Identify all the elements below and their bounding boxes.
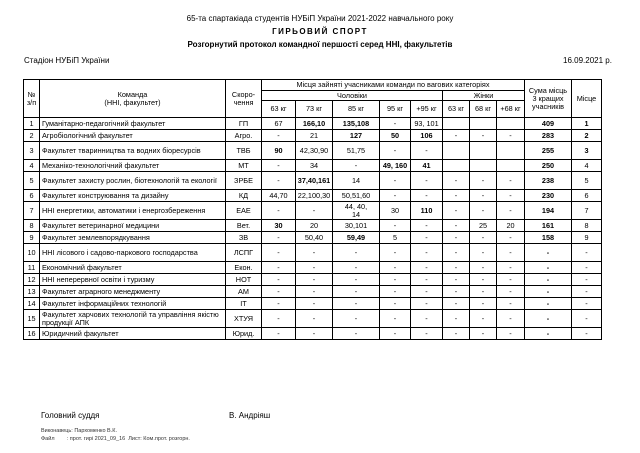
- final-place: -: [572, 286, 602, 298]
- team-name: Факультет ветеринарної медицини: [40, 220, 226, 232]
- women-68kg: -: [470, 232, 497, 244]
- men-85kg: 44, 40, 14: [333, 202, 380, 220]
- men-73kg: -: [296, 202, 333, 220]
- venue: Стадіон НУБіП України: [24, 56, 110, 65]
- final-place: 5: [572, 172, 602, 190]
- results-table: [23, 79, 602, 340]
- women-63kg: [443, 160, 470, 172]
- file-info: Файл : прот. гирі 2021_09_16 Лист: Ком.прот. розгорн.: [41, 436, 190, 442]
- women-68plus-kg: -: [497, 190, 525, 202]
- final-place: 8: [572, 220, 602, 232]
- men-95plus-kg: 106: [411, 130, 443, 142]
- women-68kg: -: [470, 328, 497, 340]
- women-header: Жінки: [443, 91, 525, 101]
- men-73kg: -: [296, 298, 333, 310]
- weight-category-header: 63 кг: [262, 101, 296, 118]
- men-85kg: 51,75: [333, 142, 380, 160]
- final-place: 3: [572, 142, 602, 160]
- table-row: [24, 328, 602, 340]
- women-68plus-kg: -: [497, 328, 525, 340]
- women-68kg: 25: [470, 220, 497, 232]
- sum-of-places: -: [525, 244, 572, 262]
- team-abbr: МТ: [226, 160, 262, 172]
- men-63kg: -: [262, 310, 296, 328]
- table-row: [24, 160, 602, 172]
- sport-title: ГИРЬОВИЙ СПОРТ: [272, 27, 368, 36]
- men-95kg: -: [380, 142, 411, 160]
- men-95plus-kg: -: [411, 286, 443, 298]
- row-number: 9: [24, 232, 40, 244]
- final-place: 6: [572, 190, 602, 202]
- women-68plus-kg: -: [497, 202, 525, 220]
- team-abbr: Агро.: [226, 130, 262, 142]
- women-68plus-kg: -: [497, 298, 525, 310]
- men-63kg: -: [262, 172, 296, 190]
- sum-of-places: -: [525, 328, 572, 340]
- women-63kg: -: [443, 262, 470, 274]
- table-row: [24, 130, 602, 142]
- row-number: 1: [24, 118, 40, 130]
- sum-of-places: 238: [525, 172, 572, 190]
- men-73kg: -: [296, 310, 333, 328]
- team-name: Агробіологічний факультет: [40, 130, 226, 142]
- team-abbr: НОТ: [226, 274, 262, 286]
- men-63kg: -: [262, 244, 296, 262]
- sum-of-places: 283: [525, 130, 572, 142]
- men-95kg: -: [380, 298, 411, 310]
- final-place: -: [572, 274, 602, 286]
- men-85kg: 50,51,60: [333, 190, 380, 202]
- protocol-title: Розгорнутий протокол командної першості серед ННІ, факультетів: [187, 40, 453, 49]
- women-68plus-kg: -: [497, 244, 525, 262]
- men-95plus-kg: -: [411, 190, 443, 202]
- men-73kg: 42,30,90: [296, 142, 333, 160]
- men-95kg: -: [380, 220, 411, 232]
- men-95kg: -: [380, 172, 411, 190]
- men-95kg: -: [380, 274, 411, 286]
- men-63kg: -: [262, 160, 296, 172]
- men-73kg: -: [296, 262, 333, 274]
- men-85kg: -: [333, 244, 380, 262]
- women-63kg: -: [443, 274, 470, 286]
- row-number: 5: [24, 172, 40, 190]
- women-68kg: -: [470, 130, 497, 142]
- women-68kg: -: [470, 262, 497, 274]
- weight-category-header: 68 кг: [470, 101, 497, 118]
- table-row: [24, 232, 602, 244]
- table-row: [24, 274, 602, 286]
- women-68kg: -: [470, 310, 497, 328]
- men-85kg: -: [333, 298, 380, 310]
- men-95plus-kg: 41: [411, 160, 443, 172]
- final-place: -: [572, 310, 602, 328]
- executor: Виконавець: Пархоменко В.К.: [41, 428, 117, 434]
- sum-of-places: -: [525, 274, 572, 286]
- men-63kg: 90: [262, 142, 296, 160]
- men-95kg: 30: [380, 202, 411, 220]
- men-95plus-kg: -: [411, 232, 443, 244]
- team-name: Факультет землевпорядкування: [40, 232, 226, 244]
- men-85kg: -: [333, 310, 380, 328]
- women-68kg: -: [470, 286, 497, 298]
- men-63kg: -: [262, 202, 296, 220]
- men-95kg: -: [380, 328, 411, 340]
- team-abbr: ІТ: [226, 298, 262, 310]
- row-number: 6: [24, 190, 40, 202]
- men-95plus-kg: -: [411, 310, 443, 328]
- women-68plus-kg: -: [497, 286, 525, 298]
- men-95plus-kg: -: [411, 220, 443, 232]
- team-name: Факультет тваринництва та водних біоресурсів: [40, 142, 226, 160]
- table-row: [24, 298, 602, 310]
- row-number: 11: [24, 262, 40, 274]
- row-number: 15: [24, 310, 40, 328]
- table-row: [24, 310, 602, 328]
- team-name: Гуманітарно-педагогічний факультет: [40, 118, 226, 130]
- men-85kg: -: [333, 328, 380, 340]
- team-abbr: ЕАЕ: [226, 202, 262, 220]
- men-95plus-kg: -: [411, 298, 443, 310]
- women-68plus-kg: -: [497, 274, 525, 286]
- men-95plus-kg: -: [411, 244, 443, 262]
- women-63kg: -: [443, 286, 470, 298]
- row-number: 14: [24, 298, 40, 310]
- women-63kg: -: [443, 190, 470, 202]
- men-95kg: 50: [380, 130, 411, 142]
- women-68plus-kg: [497, 118, 525, 130]
- team-abbr: АМ: [226, 286, 262, 298]
- col-sum-header: Сума місць 3 кращих учасників: [525, 80, 572, 118]
- women-63kg: -: [443, 220, 470, 232]
- men-85kg: 135,108: [333, 118, 380, 130]
- men-95plus-kg: -: [411, 172, 443, 190]
- men-95kg: -: [380, 310, 411, 328]
- table-row: [24, 142, 602, 160]
- women-68plus-kg: -: [497, 130, 525, 142]
- judge-name: В. Андріяш: [229, 411, 271, 420]
- men-63kg: -: [262, 328, 296, 340]
- team-name: ННІ енергетики, автоматики і енергозбереження: [40, 202, 226, 220]
- table-row: [24, 118, 602, 130]
- men-73kg: 34: [296, 160, 333, 172]
- sum-of-places: -: [525, 262, 572, 274]
- men-95plus-kg: 110: [411, 202, 443, 220]
- team-name: ННІ неперервної освіти і туризму: [40, 274, 226, 286]
- row-number: 2: [24, 130, 40, 142]
- table-row: [24, 202, 602, 220]
- team-abbr: ЗРБЕ: [226, 172, 262, 190]
- sum-of-places: 255: [525, 142, 572, 160]
- team-abbr: ЛСПГ: [226, 244, 262, 262]
- women-63kg: -: [443, 328, 470, 340]
- men-95kg: -: [380, 262, 411, 274]
- row-number: 13: [24, 286, 40, 298]
- row-number: 4: [24, 160, 40, 172]
- col-no-header: № з/п: [24, 80, 40, 118]
- weight-category-header: 63 кг: [443, 101, 470, 118]
- team-abbr: Екон.: [226, 262, 262, 274]
- team-name: Юридичний факультет: [40, 328, 226, 340]
- men-63kg: 67: [262, 118, 296, 130]
- women-68plus-kg: [497, 142, 525, 160]
- sum-of-places: -: [525, 310, 572, 328]
- men-73kg: 20: [296, 220, 333, 232]
- judge-label: Головний суддя: [41, 411, 100, 420]
- men-95kg: -: [380, 286, 411, 298]
- women-63kg: -: [443, 298, 470, 310]
- men-63kg: -: [262, 274, 296, 286]
- team-abbr: ТВБ: [226, 142, 262, 160]
- men-73kg: 50,40: [296, 232, 333, 244]
- final-place: -: [572, 244, 602, 262]
- men-85kg: -: [333, 160, 380, 172]
- women-63kg: [443, 142, 470, 160]
- team-name: Механіко-технологічний факультет: [40, 160, 226, 172]
- men-63kg: 30: [262, 220, 296, 232]
- team-name: Факультет харчових технологій та управління якістю продукції АПК: [40, 310, 226, 328]
- weight-category-header: 95 кг: [380, 101, 411, 118]
- women-63kg: -: [443, 232, 470, 244]
- team-abbr: КД: [226, 190, 262, 202]
- women-63kg: -: [443, 172, 470, 190]
- final-place: 1: [572, 118, 602, 130]
- row-number: 7: [24, 202, 40, 220]
- title-line-1: 65-та спартакіада студентів НУБіП України 2021-2022 навчального року: [186, 14, 454, 23]
- men-73kg: -: [296, 328, 333, 340]
- men-85kg: 59,49: [333, 232, 380, 244]
- men-73kg: 37,40,161: [296, 172, 333, 190]
- women-68plus-kg: 20: [497, 220, 525, 232]
- final-place: 9: [572, 232, 602, 244]
- final-place: -: [572, 298, 602, 310]
- team-abbr: Юрид.: [226, 328, 262, 340]
- row-number: 10: [24, 244, 40, 262]
- men-85kg: -: [333, 286, 380, 298]
- sum-of-places: -: [525, 286, 572, 298]
- sum-of-places: 158: [525, 232, 572, 244]
- women-68kg: -: [470, 274, 497, 286]
- women-68plus-kg: -: [497, 232, 525, 244]
- women-68kg: [470, 160, 497, 172]
- team-name: Економічний факультет: [40, 262, 226, 274]
- men-95kg: 5: [380, 232, 411, 244]
- women-63kg: [443, 118, 470, 130]
- final-place: 4: [572, 160, 602, 172]
- women-68plus-kg: -: [497, 262, 525, 274]
- team-name: Факультет конструювання та дизайну: [40, 190, 226, 202]
- women-63kg: -: [443, 202, 470, 220]
- sum-of-places: 250: [525, 160, 572, 172]
- women-68kg: -: [470, 202, 497, 220]
- men-73kg: -: [296, 286, 333, 298]
- men-95plus-kg: -: [411, 142, 443, 160]
- weight-category-header: +68 кг: [497, 101, 525, 118]
- women-68kg: [470, 118, 497, 130]
- final-place: 2: [572, 130, 602, 142]
- women-68kg: -: [470, 172, 497, 190]
- men-95kg: -: [380, 118, 411, 130]
- women-68kg: -: [470, 298, 497, 310]
- team-abbr: ХТУЯ: [226, 310, 262, 328]
- sum-of-places: 161: [525, 220, 572, 232]
- men-95plus-kg: -: [411, 262, 443, 274]
- men-73kg: 22,100,30: [296, 190, 333, 202]
- men-95kg: -: [380, 190, 411, 202]
- men-63kg: -: [262, 232, 296, 244]
- men-63kg: -: [262, 298, 296, 310]
- women-68kg: -: [470, 190, 497, 202]
- men-95plus-kg: -: [411, 274, 443, 286]
- men-63kg: -: [262, 130, 296, 142]
- women-63kg: -: [443, 310, 470, 328]
- women-63kg: -: [443, 130, 470, 142]
- weight-category-header: +95 кг: [411, 101, 443, 118]
- men-85kg: 14: [333, 172, 380, 190]
- men-95plus-kg: 93, 101: [411, 118, 443, 130]
- table-row: [24, 220, 602, 232]
- row-number: 16: [24, 328, 40, 340]
- men-63kg: 44,70: [262, 190, 296, 202]
- women-68plus-kg: -: [497, 172, 525, 190]
- men-73kg: 166,10: [296, 118, 333, 130]
- col-abbr-header: Скоро- чення: [226, 80, 262, 118]
- team-name: ННІ лісового і садово-паркового господарства: [40, 244, 226, 262]
- team-name: Факультет інформаційних технологій: [40, 298, 226, 310]
- women-63kg: -: [443, 244, 470, 262]
- women-68plus-kg: -: [497, 310, 525, 328]
- sum-of-places: 194: [525, 202, 572, 220]
- col-places-header: Місця зайняті учасниками команди по вагових категоріях: [262, 80, 525, 91]
- team-name: Факультет аграрного менеджменту: [40, 286, 226, 298]
- row-number: 3: [24, 142, 40, 160]
- sum-of-places: 230: [525, 190, 572, 202]
- men-85kg: 30,101: [333, 220, 380, 232]
- women-68kg: [470, 142, 497, 160]
- men-63kg: -: [262, 286, 296, 298]
- women-68kg: -: [470, 244, 497, 262]
- table-row: [24, 244, 602, 262]
- table-row: [24, 262, 602, 274]
- team-abbr: ЗВ: [226, 232, 262, 244]
- table-row: [24, 286, 602, 298]
- final-place: -: [572, 328, 602, 340]
- men-85kg: 127: [333, 130, 380, 142]
- team-abbr: ГП: [226, 118, 262, 130]
- weight-category-header: 73 кг: [296, 101, 333, 118]
- men-95kg: -: [380, 244, 411, 262]
- row-number: 12: [24, 274, 40, 286]
- sum-of-places: 409: [525, 118, 572, 130]
- team-name: Факультет захисту рослин, біотехнологій та екології: [40, 172, 226, 190]
- final-place: -: [572, 262, 602, 274]
- col-team-header: Команда (ННІ, факультет): [40, 80, 226, 118]
- weight-category-header: 85 кг: [333, 101, 380, 118]
- men-95plus-kg: -: [411, 328, 443, 340]
- team-abbr: Вет.: [226, 220, 262, 232]
- women-68plus-kg: [497, 160, 525, 172]
- table-row: [24, 190, 602, 202]
- sum-of-places: -: [525, 298, 572, 310]
- men-85kg: -: [333, 262, 380, 274]
- men-85kg: -: [333, 274, 380, 286]
- men-73kg: -: [296, 274, 333, 286]
- date: 16.09.2021 р.: [563, 56, 612, 65]
- men-73kg: 21: [296, 130, 333, 142]
- men-header: Чоловіки: [262, 91, 443, 101]
- col-place-header: Місце: [572, 80, 602, 118]
- men-73kg: -: [296, 244, 333, 262]
- final-place: 7: [572, 202, 602, 220]
- table-row: [24, 172, 602, 190]
- men-95kg: 49, 160: [380, 160, 411, 172]
- row-number: 8: [24, 220, 40, 232]
- men-63kg: -: [262, 262, 296, 274]
